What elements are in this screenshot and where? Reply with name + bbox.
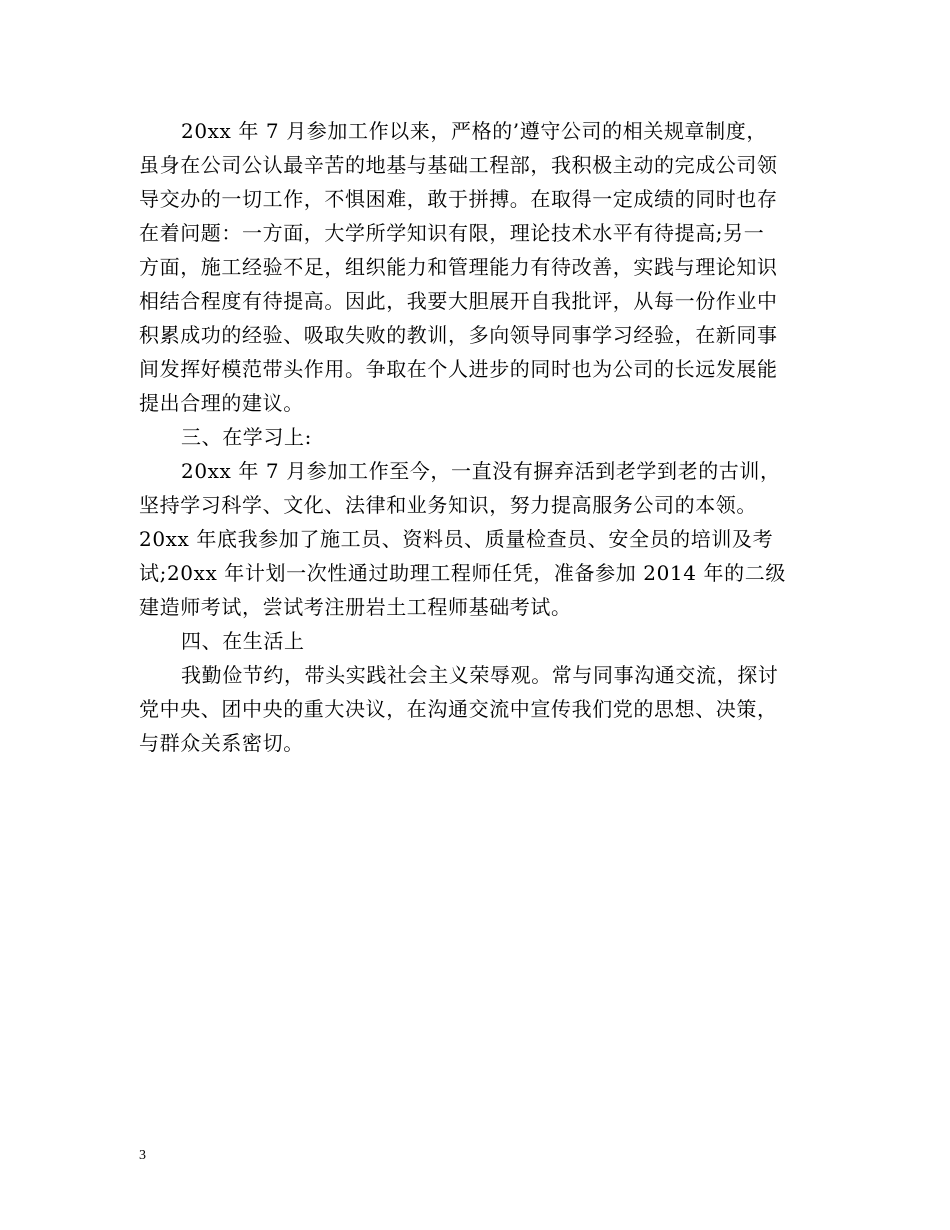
body-line: 虽身在公司公认最辛苦的地基与基础工程部，我积极主动的完成公司领 [139, 153, 778, 177]
body-line: 20xx 年 7 月参加工作至今，一直没有摒弃活到老学到老的古训， [181, 459, 781, 483]
section-heading-life: 四、在生活上 [181, 629, 305, 653]
body-line: 20xx 年 7 月参加工作以来，严格的’遵守公司的相关规章制度， [181, 119, 767, 143]
body-line: 坚持学习科学、文化、法律和业务知识，努力提高服务公司的本领。 [139, 493, 757, 517]
document-body [139, 114, 817, 760]
section-heading-study: 三、在学习上: [181, 425, 312, 449]
body-line: 积累成功的经验、吸取失败的教训，多向领导同事学习经验，在新同事 [139, 323, 778, 347]
body-line: 提出合理的建议。 [139, 391, 304, 415]
body-line: 相结合程度有待提高。因此，我要大胆展开自我批评，从每一份作业中 [139, 289, 778, 313]
body-line: 党中央、团中央的重大决议，在沟通交流中宣传我们党的思想、决策， [139, 697, 778, 721]
body-line: 与群众关系密切。 [139, 731, 304, 755]
body-line: 20xx 年底我参加了施工员、资料员、质量检查员、安全员的培训及考 [139, 527, 774, 551]
body-line: 方面，施工经验不足，组织能力和管理能力有待改善，实践与理论知识 [139, 255, 778, 279]
page-number: 3 [139, 1148, 146, 1163]
body-line: 试;20xx 年计划一次性通过助理工程师任凭，准备参加 2014 年的二级 [139, 561, 786, 585]
body-line: 在着问题：一方面，大学所学知识有限，理论技术水平有待提高;另一 [139, 221, 765, 245]
body-line: 间发挥好模范带头作用。争取在个人进步的同时也为公司的长远发展能 [139, 357, 778, 381]
body-line: 我勤俭节约，带头实践社会主义荣辱观。常与同事沟通交流，探讨 [181, 663, 779, 687]
body-line: 建造师考试，尝试考注册岩土工程师基础考试。 [139, 595, 572, 619]
body-line: 导交办的一切工作，不惧困难，敢于拼搏。在取得一定成绩的同时也存 [139, 187, 778, 211]
